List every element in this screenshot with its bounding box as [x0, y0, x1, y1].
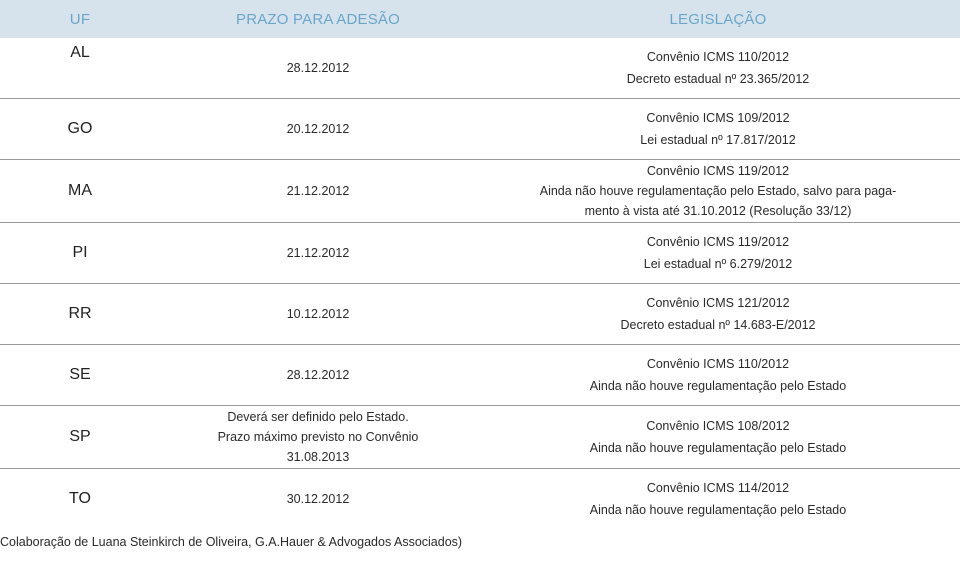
legislacao-line: Ainda não houve regulamentação pelo Estado — [589, 503, 847, 517]
table-row — [0, 38, 960, 99]
prazo-cell — [160, 469, 476, 529]
legislacao-line: Decreto estadual nº 23.365/2012 — [626, 72, 810, 86]
prazo-cell — [160, 223, 476, 283]
legislacao-cell — [476, 284, 960, 344]
uf-cell: RR — [68, 305, 92, 322]
prazo-line: 28.12.2012 — [286, 368, 350, 382]
uf-cell: AL — [70, 44, 90, 61]
table-row — [0, 99, 960, 160]
header-prazo: PRAZO PARA ADESÃO — [235, 10, 400, 28]
prazo-line: Deverá ser definido pelo Estado. — [227, 410, 409, 424]
prazo-line: 21.12.2012 — [286, 246, 350, 260]
prazo-cell — [160, 160, 476, 222]
legislacao-line: Convênio ICMS 110/2012 — [646, 50, 790, 64]
legislacao-line: Convênio ICMS 119/2012 — [646, 164, 790, 178]
header-legislacao: LEGISLAÇÃO — [669, 10, 767, 28]
legislacao-cell — [476, 406, 960, 468]
legislacao-line: Ainda não houve regulamentação pelo Estado — [589, 379, 847, 393]
prazo-line: 20.12.2012 — [286, 122, 350, 136]
table-row — [0, 223, 960, 284]
table-row — [0, 160, 960, 223]
prazo-cell — [160, 406, 476, 468]
prazo-line: 10.12.2012 — [286, 307, 350, 321]
table-row — [0, 284, 960, 345]
legislacao-line: Convênio ICMS 110/2012 — [646, 357, 790, 371]
legislacao-line: Convênio ICMS 108/2012 — [646, 419, 790, 433]
uf-cell: GO — [67, 120, 93, 137]
legislacao-line: Lei estadual nº 17.817/2012 — [640, 133, 796, 147]
uf-cell: TO — [69, 490, 91, 507]
legislacao-line: Convênio ICMS 121/2012 — [646, 296, 790, 310]
legislacao-line: Ainda não houve regulamentação pelo Estado — [589, 441, 847, 455]
legislacao-line: Convênio ICMS 114/2012 — [646, 481, 790, 495]
header-uf: UF — [69, 10, 91, 28]
legislacao-cell — [476, 469, 960, 529]
legislacao-cell — [476, 223, 960, 283]
table-row — [0, 469, 960, 529]
legislacao-line: Decreto estadual nº 14.683-E/2012 — [620, 318, 816, 332]
legislacao-cell — [476, 38, 960, 98]
prazo-line: 28.12.2012 — [286, 61, 350, 75]
table-header — [0, 0, 960, 38]
credit-note: Colaboração de Luana Steinkirch de Oliveira, G.A.Hauer & Advogados Associados) — [0, 535, 463, 549]
legislacao-cell — [476, 345, 960, 405]
legislacao-line: Convênio ICMS 109/2012 — [646, 111, 790, 125]
legislacao-line: Convênio ICMS 119/2012 — [646, 235, 790, 249]
uf-cell: MA — [68, 182, 92, 199]
prazo-cell — [160, 284, 476, 344]
legislacao-line: Ainda não houve regulamentação pelo Estado, salvo para paga- — [539, 184, 897, 198]
prazo-line: 21.12.2012 — [286, 184, 350, 198]
uf-cell: PI — [72, 244, 88, 261]
legislacao-line: mento à vista até 31.10.2012 (Resolução 33/12) — [584, 204, 852, 218]
prazo-cell — [160, 99, 476, 159]
uf-cell: SP — [69, 428, 91, 445]
prazo-line: 30.12.2012 — [286, 492, 350, 506]
table-row — [0, 406, 960, 469]
table-row — [0, 345, 960, 406]
prazo-cell — [160, 345, 476, 405]
prazo-line: 31.08.2013 — [286, 450, 350, 464]
legislacao-line: Lei estadual nº 6.279/2012 — [643, 257, 793, 271]
prazo-line: Prazo máximo previsto no Convênio — [217, 430, 419, 444]
uf-cell: SE — [69, 366, 91, 383]
prazo-cell — [160, 38, 476, 98]
legislacao-cell — [476, 99, 960, 159]
legislacao-cell — [476, 160, 960, 222]
